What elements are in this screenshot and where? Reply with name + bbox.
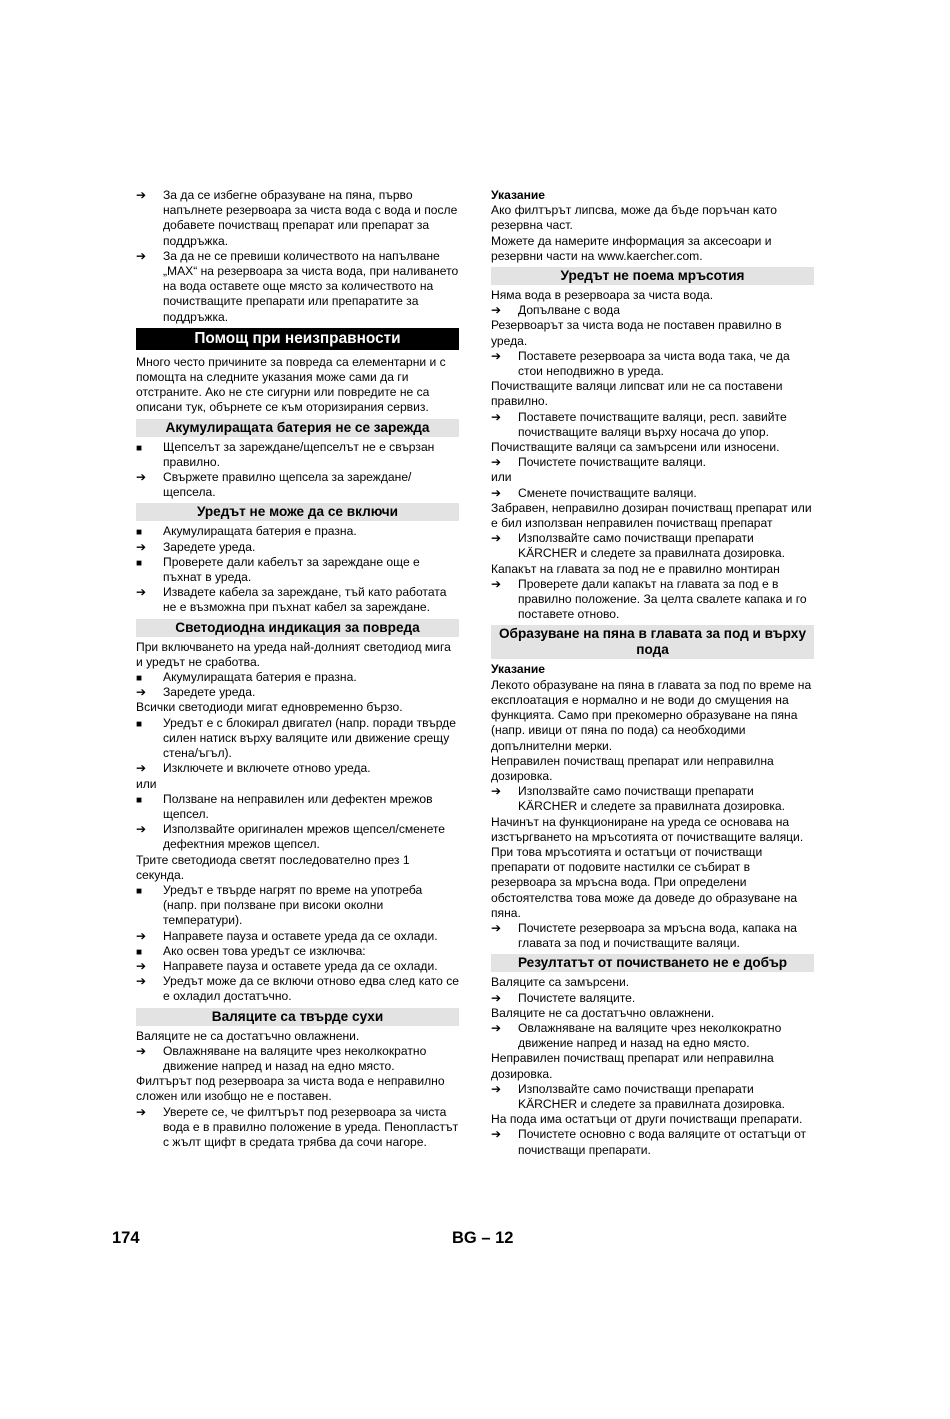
section-heading: Уредът не може да се включи (136, 503, 459, 521)
item-text: Уредът може да се включи отново едва след като се е охладил достатъчно. (163, 974, 459, 1004)
paragraph: Неправилен почистващ препарат или неправилна дозировка. (491, 1051, 774, 1081)
item-text: Поставете почистващите валяци, респ. завийте почистващите валяци върху носача до упор. (518, 409, 787, 439)
arrow-right-icon: ➔ (136, 1043, 147, 1058)
item-text: Почистете основно с вода валяците от остатъци от почистващи препарати. (518, 1127, 807, 1157)
chapter-heading: Помощ при неизправности (136, 328, 459, 350)
item-text: Използвайте само почистващи препарати KÄRCHER и следете за правилната дозировка. (518, 531, 786, 561)
section-heading: Уредът не поема мръсотия (491, 267, 814, 285)
paragraph: На пода има остатъци от други почистващи препарати. (491, 1112, 803, 1127)
section-heading: Валяците са твърде сухи (136, 1008, 459, 1026)
arrow-right-icon: ➔ (491, 1127, 502, 1142)
arrow-right-icon: ➔ (136, 685, 147, 700)
item-text: Използвайте оригинален мрежов щепсел/сменете дефектния мрежов щепсел. (163, 822, 446, 852)
item-text: Акумулиращата батерия е празна. (163, 670, 357, 685)
arrow-right-icon: ➔ (491, 409, 502, 424)
paragraph: Всички светодиоди мигат едновременно бързо. (136, 700, 403, 715)
item-text: Използвайте само почистващи препарати KÄRCHER и следете за правилната дозировка. (518, 784, 786, 814)
item-text: Поставете резервоара за чиста вода така, че да стои неподвижно в уреда. (518, 348, 790, 379)
item-text: Направете пауза и оставете уреда да се охлади. (163, 958, 438, 973)
arrow-right-icon: ➔ (136, 928, 147, 943)
action-item (136, 761, 459, 776)
action-item (136, 929, 459, 944)
square-bullet-icon: ■ (136, 718, 143, 730)
paragraph: Можете да намерите информация за аксесоари и резервни части на www.kaercher.com. (491, 233, 772, 263)
section-heading: Светодиодна индикация за повреда (136, 619, 459, 637)
page-number: 174 (112, 1229, 140, 1247)
paragraph: Начинът на функциониране на уреда се основава на изстъргването на мръсотията от почистващите валяци. При това мръсотията и остатъци от почистващи препарати от подовите настилки се събират в резервоара за мръсна вода. При определени обстоятелства това може да доведе до образуване на пяна. (491, 814, 804, 920)
arrow-right-icon: ➔ (491, 1020, 502, 1035)
action-item (491, 1127, 814, 1157)
action-item (136, 1105, 459, 1151)
item-text: Овлажняване на валяците чрез неколкократно движение напред и назад на едно място. (518, 1020, 782, 1051)
arrow-right-icon: ➔ (491, 485, 502, 500)
note-label: Указание (491, 662, 546, 677)
action-item (491, 1021, 814, 1051)
arrow-right-icon: ➔ (491, 455, 502, 470)
square-bullet-icon: ■ (136, 946, 143, 958)
arrow-right-icon: ➔ (136, 585, 147, 600)
paragraph: Забравен, неправилно дозиран почистващ препарат или е бил използван неправилен почистващ препарат (491, 500, 812, 531)
item-text: Уверете се, че филтърът под резервоара за чиста вода е в правилно положение в уреда. Пенопластът с жълт щифт в средата трябва да сочи нагоре. (163, 1104, 459, 1149)
arrow-right-icon: ➔ (491, 303, 502, 318)
paragraph: Трите светодиода светят последователно през 1 секунда. (136, 852, 410, 882)
section-heading: Образуване на пяна в главата за под и върху пода (491, 625, 814, 659)
action-item (136, 974, 459, 1004)
paragraph: Капакът на главата за под не е правилно монтиран (491, 561, 780, 576)
right-column (491, 188, 814, 1158)
arrow-right-icon: ➔ (491, 576, 502, 591)
square-bullet-icon: ■ (136, 885, 143, 897)
paragraph: Почистващите валяци липсват или не са поставени правилно. (491, 379, 783, 409)
paragraph: Няма вода в резервоара за чиста вода. (491, 288, 714, 303)
item-text: За да се избегне образуване на пяна, първо напълнете резервоара за чиста вода с вода и после добавете почистващ препарат или препарат за поддръжка. (163, 188, 458, 248)
arrow-right-icon: ➔ (136, 470, 147, 485)
item-text: Почистете валяците. (518, 990, 636, 1005)
action-item (136, 685, 459, 700)
paragraph: Валяците не са достатъчно овлажнени. (491, 1005, 715, 1020)
item-text: За да не се превиши количеството на напълване „MAX“ на резервоара за чиста вода, при наливането на вода оставете още място за количеството на почистващите препарати или препаратите за поддръжка. (163, 248, 459, 324)
cause-item (136, 716, 459, 762)
item-text: Направете пауза и оставете уреда да се охлади. (163, 928, 438, 943)
action-item (136, 959, 459, 974)
paragraph: или (491, 470, 512, 485)
paragraph: Ако филтърът липсва, може да бъде поръчан като резервна част. (491, 203, 777, 233)
arrow-right-icon: ➔ (491, 920, 502, 935)
cause-item (136, 883, 459, 929)
arrow-right-icon: ➔ (136, 974, 147, 989)
cause-item (136, 524, 459, 539)
arrow-right-icon: ➔ (491, 990, 502, 1005)
action-item (491, 410, 814, 440)
item-text: Сменете почистващите валяци. (518, 485, 697, 500)
item-text: Акумулиращата батерия е празна. (163, 524, 357, 539)
action-item (491, 349, 814, 379)
paragraph: При включването на уреда най-долният светодиод мига и уредът не сработва. (136, 639, 451, 669)
cause-item (136, 555, 459, 585)
action-item (491, 531, 814, 561)
action-item (136, 470, 459, 500)
section-code: BG – 12 (452, 1229, 514, 1247)
item-text: Допълване с вода (518, 303, 620, 318)
item-text: Изключете и включете отново уреда. (163, 761, 371, 776)
paragraph: Валяците са замърсени. (491, 975, 630, 990)
note-label: Указание (491, 188, 546, 202)
paragraph: Почистващите валяци са замърсени или износени. (491, 440, 780, 455)
action-item (136, 1044, 459, 1074)
item-text: Заредете уреда. (163, 685, 256, 700)
arrow-right-icon: ➔ (136, 958, 147, 973)
item-text: Използвайте само почистващи препарати KÄRCHER и следете за правилната дозировка. (518, 1081, 786, 1111)
section-heading: Акумулиращата батерия не се зарежда (136, 419, 459, 437)
action-item (136, 540, 459, 555)
paragraph: Резервоарът за чиста вода не поставен правилно в уреда. (491, 318, 782, 348)
item-text: Ако освен това уредът се изключва: (163, 943, 366, 958)
action-item (491, 921, 814, 951)
item-text: Ползване на неправилен или дефектен мрежов щепсел. (163, 791, 433, 821)
left-column (136, 188, 459, 1150)
item-text: Заредете уреда. (163, 539, 256, 554)
arrow-right-icon: ➔ (491, 348, 502, 363)
arrow-right-icon: ➔ (491, 531, 502, 546)
square-bullet-icon: ■ (136, 527, 143, 539)
action-item (491, 303, 814, 318)
action-item (491, 486, 814, 501)
square-bullet-icon: ■ (136, 442, 143, 454)
item-text: Извадете кабела за зареждане, тъй като работата не е възможна при пъхнат кабел за зареждане. (163, 585, 447, 615)
item-text: Проверете дали капакът на главата за под е в правилно положение. За целта свалете капака и го поставете отново. (518, 576, 807, 622)
section-heading: Резултатът от почистването не е добър (491, 954, 814, 972)
arrow-right-icon: ➔ (136, 822, 147, 837)
action-item (491, 1082, 814, 1112)
arrow-right-icon: ➔ (491, 1081, 502, 1096)
paragraph: Филтърът под резервоара за чиста вода е неправилно сложен или изобщо не е поставен. (136, 1074, 445, 1104)
cause-item (136, 944, 459, 959)
action-item (491, 455, 814, 470)
item-text: Уредът е с блокирал двигател (напр. поради твърде силен натиск върху валяците или движение срещу стена/ъгъл). (163, 715, 456, 761)
item-text: Почистете почистващите валяци. (518, 455, 706, 470)
action-item (491, 784, 814, 814)
item-text: Щепселът за зареждане/щепселът не е свързан правилно. (163, 439, 435, 469)
paragraph: или (136, 776, 157, 791)
action-item (136, 188, 459, 249)
item-text: Проверете дали кабелът за зареждане още е пъхнат в уреда. (163, 554, 420, 585)
action-item (136, 249, 459, 325)
action-item (491, 991, 814, 1006)
arrow-right-icon: ➔ (136, 188, 147, 202)
cause-item (136, 440, 459, 470)
square-bullet-icon: ■ (136, 557, 143, 569)
paragraph: Валяците не са достатъчно овлажнени. (136, 1028, 360, 1043)
paragraph: Лекото образуване на пяна в главата за под по време на експлоатация е нормално и не води до смущения на функцията. Само при прекомерно образуване на пяна (напр. ивици от пяна по пода) са необходими допълнителни мерки. (491, 677, 812, 753)
arrow-right-icon: ➔ (136, 1104, 147, 1119)
arrow-right-icon: ➔ (136, 539, 147, 554)
arrow-right-icon: ➔ (136, 248, 147, 263)
paragraph: Много често причините за повреда са елементарни и с помощта на следните указания може сами да ги отстраните. Ако не сте сигурни или повредите не са описани тук, обърнете се към оторизирания сервиз. (136, 354, 446, 415)
item-text: Уредът е твърде нагрят по време на употреба (напр. при ползване при високи околни температури). (163, 882, 423, 928)
arrow-right-icon: ➔ (491, 784, 502, 799)
action-item (491, 577, 814, 623)
cause-item (136, 792, 459, 822)
action-item (136, 585, 459, 615)
cause-item (136, 670, 459, 685)
action-item (136, 822, 459, 852)
item-text: Овлажняване на валяците чрез неколкократно движение напред и назад на едно място. (163, 1043, 427, 1073)
paragraph: Неправилен почистващ препарат или неправилна дозировка. (491, 753, 774, 783)
arrow-right-icon: ➔ (136, 761, 147, 776)
item-text: Почистете резервоара за мръсна вода, капака на главата за под и почистващите валяци. (518, 920, 797, 951)
square-bullet-icon: ■ (136, 673, 143, 685)
square-bullet-icon: ■ (136, 794, 143, 806)
item-text: Свържете правилно щепсела за зареждане/щепсела. (163, 470, 412, 500)
